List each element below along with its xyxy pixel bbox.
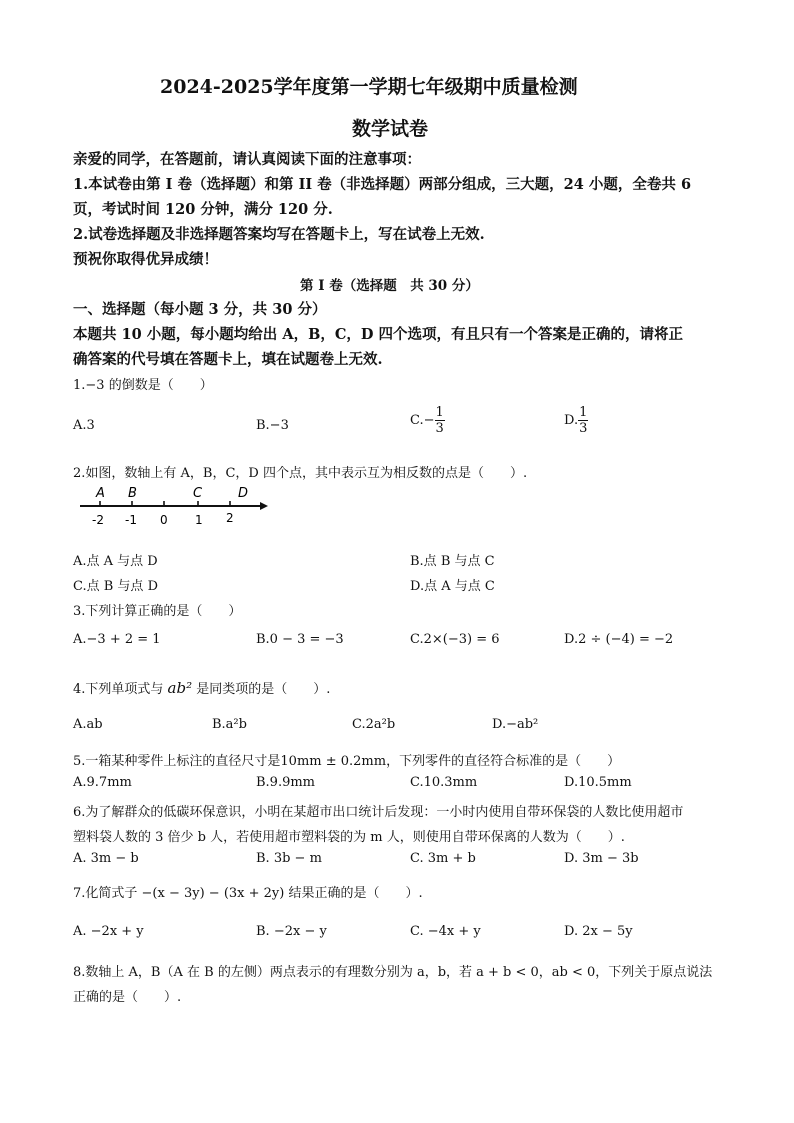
tick-label: 2 [226, 511, 234, 525]
q1-d-numerator: 1 [579, 405, 588, 420]
q3-option-b: B.0 − 3 = −3 [256, 632, 344, 647]
q2-option-d: D.点 A 与点 C [410, 579, 495, 594]
notice-greeting: 亲爱的同学，在答题前，请认真阅读下面的注意事项： [73, 151, 421, 168]
tick-label: 0 [160, 513, 168, 527]
q1-option-b: B.−3 [256, 418, 289, 433]
q4-stem [73, 678, 330, 697]
q6-option-d: D. 3m − 3b [564, 851, 639, 866]
exam-subtitle: 数学试卷 [352, 118, 429, 140]
tick-label: -1 [125, 513, 137, 527]
notice-line1a: 1.本试卷由第 I 卷（选择题）和第 II 卷（非选择题）两部分组成，三大题，24 小题，全卷共 6 [73, 176, 692, 193]
q6-option-a: A. 3m − b [73, 851, 139, 866]
q5-option-d: D.10.5mm [564, 775, 632, 790]
q4-stem-expr: ab² [167, 679, 193, 697]
q5-option-c: C.10.3mm [410, 775, 478, 790]
q4-stem-a: 4.下列单项式与 [73, 682, 164, 697]
q1-fraction-d [578, 406, 588, 435]
q3-option-a: A.−3 + 2 = 1 [73, 632, 161, 647]
q7-option-c: C. −4x + y [410, 924, 481, 939]
q8-stem-b: 正确的是（ ）. [73, 990, 182, 1005]
q6-stem-b: 塑料袋人数的 3 倍少 b 人，若使用超市塑料袋的为 m 人，则使用自带环保离的人数为（ ）. [73, 830, 625, 845]
q1-fraction-c [435, 406, 445, 435]
q1-c-numerator: 1 [435, 405, 444, 420]
notice-wish: 预祝你取得优异成绩！ [73, 251, 218, 268]
q2-option-a: A.点 A 与点 D [73, 554, 158, 569]
part1-heading: 第 I 卷（选择题 共 30 分） [300, 278, 479, 294]
q1-option-c-prefix: C.− [410, 413, 435, 428]
q4-option-c: C.2a²b [352, 717, 396, 732]
q5-stem: 5.一箱某种零件上标注的直径尺寸是10mm ± 0.2mm，下列零件的直径符合标准的是（ ） [73, 754, 621, 769]
q7-option-a: A. −2x + y [73, 924, 144, 939]
exam-title: 2024-2025学年度第一学期七年级期中质量检测 [160, 76, 578, 98]
q5-option-b: B.9.9mm [256, 775, 316, 790]
q6-stem-a: 6.为了解群众的低碳环保意识，小明在某超市出口统计后发现：一小时内使用自带环保袋的人数比使用超市 [73, 805, 684, 820]
q1-option-d-prefix: D. [564, 413, 579, 428]
section-intro-a: 本题共 10 小题，每小题均给出 A，B，C，D 四个选项，有且只有一个答案是正确的，请将正 [73, 326, 683, 343]
q2-stem: 2.如图，数轴上有 A，B，C，D 四个点，其中表示互为相反数的点是（ ）. [73, 466, 528, 481]
q7-option-d: D. 2x − 5y [564, 924, 633, 939]
q4-option-b: B.a²b [212, 717, 247, 732]
q3-option-c: C.2×(−3) = 6 [410, 632, 500, 647]
q7-stem: 7.化简式子 −(x − 3y) − (3x + 2y) 结果正确的是（ ）. [73, 886, 423, 901]
q2-option-b: B.点 B 与点 C [410, 554, 495, 569]
tick-label: 1 [195, 513, 203, 527]
q1-option-a: A.3 [73, 418, 95, 433]
q1-c-denominator: 3 [435, 421, 444, 436]
q5-option-a: A.9.7mm [73, 775, 132, 790]
section-intro-b: 确答案的代号填在答题卡上，填在试题卷上无效. [73, 351, 383, 368]
tick-label: -2 [92, 513, 104, 527]
q1-stem: 1.−3 的倒数是（ ） [73, 378, 213, 393]
q1-option-d [564, 406, 588, 435]
point-label-a: A [96, 486, 105, 501]
q3-stem: 3.下列计算正确的是（ ） [73, 604, 242, 619]
point-label-b: B [128, 486, 137, 501]
number-line-arrow [260, 502, 268, 510]
q2-option-c: C.点 B 与点 D [73, 579, 158, 594]
q6-option-c: C. 3m + b [410, 851, 476, 866]
q4-option-d: D.−ab² [492, 717, 539, 732]
q4-stem-b: 是同类项的是（ ）. [196, 682, 331, 697]
point-label-d: D [238, 486, 249, 501]
q1-d-denominator: 3 [579, 421, 588, 436]
point-label-c: C [193, 486, 203, 501]
notice-line2: 2.试卷选择题及非选择题答案均写在答题卡上，写在试卷上无效. [73, 226, 485, 243]
number-line-figure [78, 482, 278, 532]
q6-option-b: B. 3b − m [256, 851, 322, 866]
section-heading: 一、选择题（每小题 3 分，共 30 分） [73, 301, 327, 318]
q8-stem-a: 8.数轴上 A，B（A 在 B 的左侧）两点表示的有理数分别为 a，b，若 a + b < 0，ab < 0，下列关于原点说法 [73, 965, 713, 980]
q7-option-b: B. −2x − y [256, 924, 327, 939]
q3-option-d: D.2 ÷ (−4) = −2 [564, 632, 674, 647]
q4-option-a: A.ab [73, 717, 103, 732]
notice-line1b: 页，考试时间 120 分钟，满分 120 分. [73, 201, 333, 218]
q1-option-c [410, 406, 445, 435]
